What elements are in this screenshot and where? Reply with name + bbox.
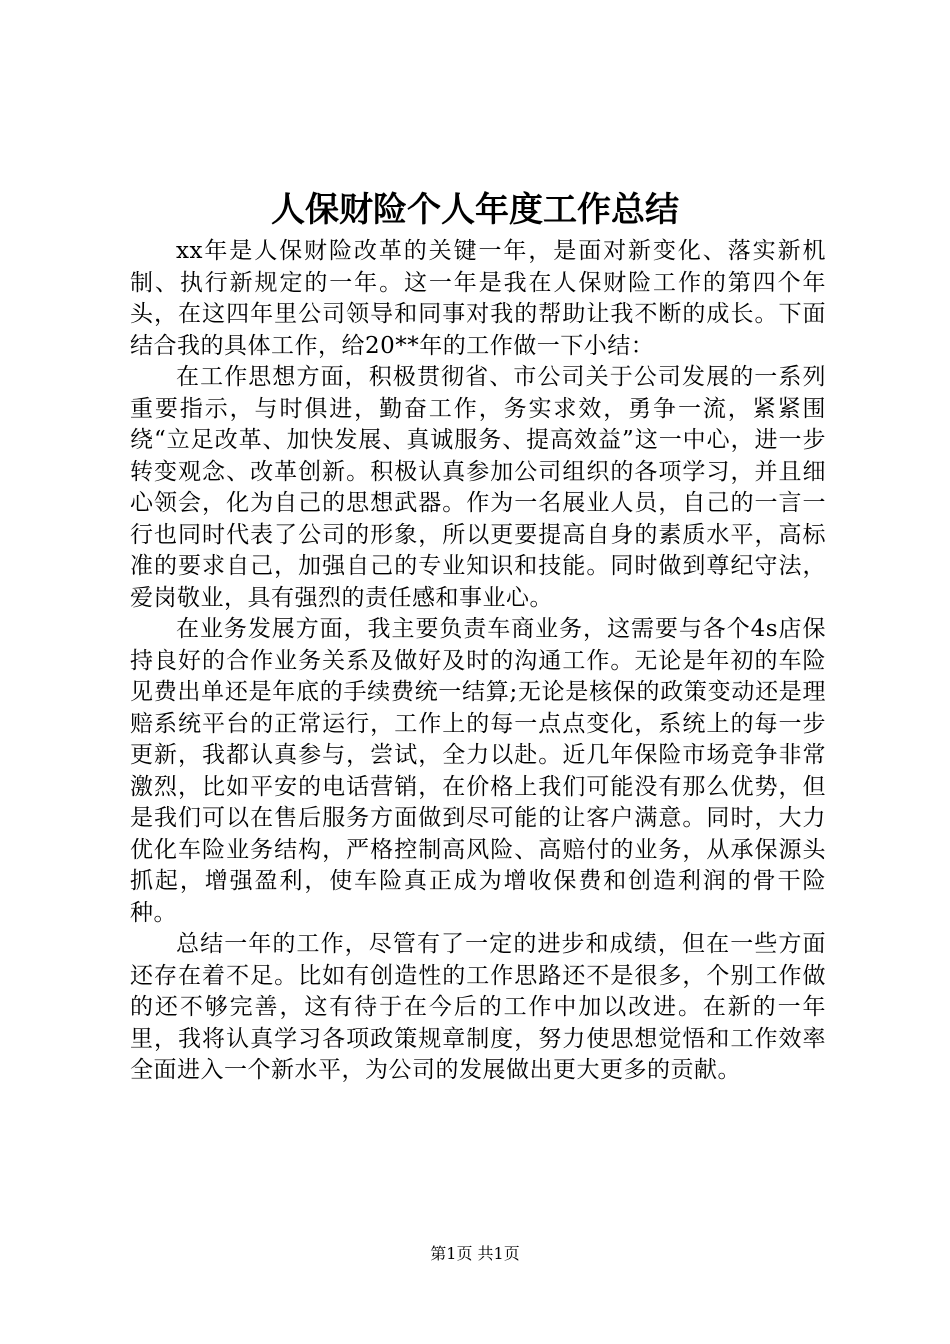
- paragraph-business-development: 在业务发展方面，我主要负责车商业务，这需要与各个4s店保持良好的合作业务关系及做好及时的沟通工作。无论是年初的车险见费出单还是年底的手续费统一结算;无论是核保的政策变动还是理赔系统平台的正常运行，工作上的每一点点变化，系统上的每一步更新，我都认真参与，尝试，全力以赴。近几年保险市场竞争非常激烈，比如平安的电话营销，在价格上我们可能没有那么优势，但是我们可以在售后服务方面做到尽可能的让客户满意。同时，大力优化车险业务结构，严格控制高风险、高赔付的业务，从承保源头抓起，增强盈利，使车险真正成为增收保费和创造利润的骨干险种。: [130, 616, 826, 926]
- paragraph-intro: xx年是人保财险改革的关键一年，是面对新变化、落实新机制、执行新规定的一年。这一年是我在人保财险工作的第四个年头，在这四年里公司领导和同事对我的帮助让我不断的成长。下面结合我的具体工作，给20**年的工作做一下小结：: [130, 238, 826, 359]
- paragraph-work-thinking: 在工作思想方面，积极贯彻省、市公司关于公司发展的一系列重要指示，与时俱进，勤奋工作，务实求效，勇争一流，紧紧围绕“立足改革、加快发展、真诚服务、提高效益”这一中心，进一步转变观念、改革创新。积极认真参加公司组织的各项学习，并且细心领会，化为自己的思想武器。作为一名展业人员，自己的一言一行也同时代表了公司的形象，所以更要提高自身的素质水平，高标准的要求自己，加强自己的专业知识和技能。同时做到尊纪守法，爱岗敬业，具有强烈的责任感和事业心。: [130, 364, 826, 611]
- document-body: [130, 236, 826, 1087]
- page-footer: 第1页 共1页: [430, 1244, 520, 1263]
- paragraph-summary: 总结一年的工作，尽管有了一定的进步和成绩，但在一些方面还存在着不足。比如有创造性的工作思路还不是很多，个别工作做的还不够完善，这有待于在今后的工作中加以改进。在新的一年里，我将认真学习各项政策规章制度，努力使思想觉悟和工作效率全面进入一个新水平，为公司的发展做出更大更多的贡献。: [130, 931, 826, 1083]
- page-title: 人保财险个人年度工作总结: [271, 190, 679, 230]
